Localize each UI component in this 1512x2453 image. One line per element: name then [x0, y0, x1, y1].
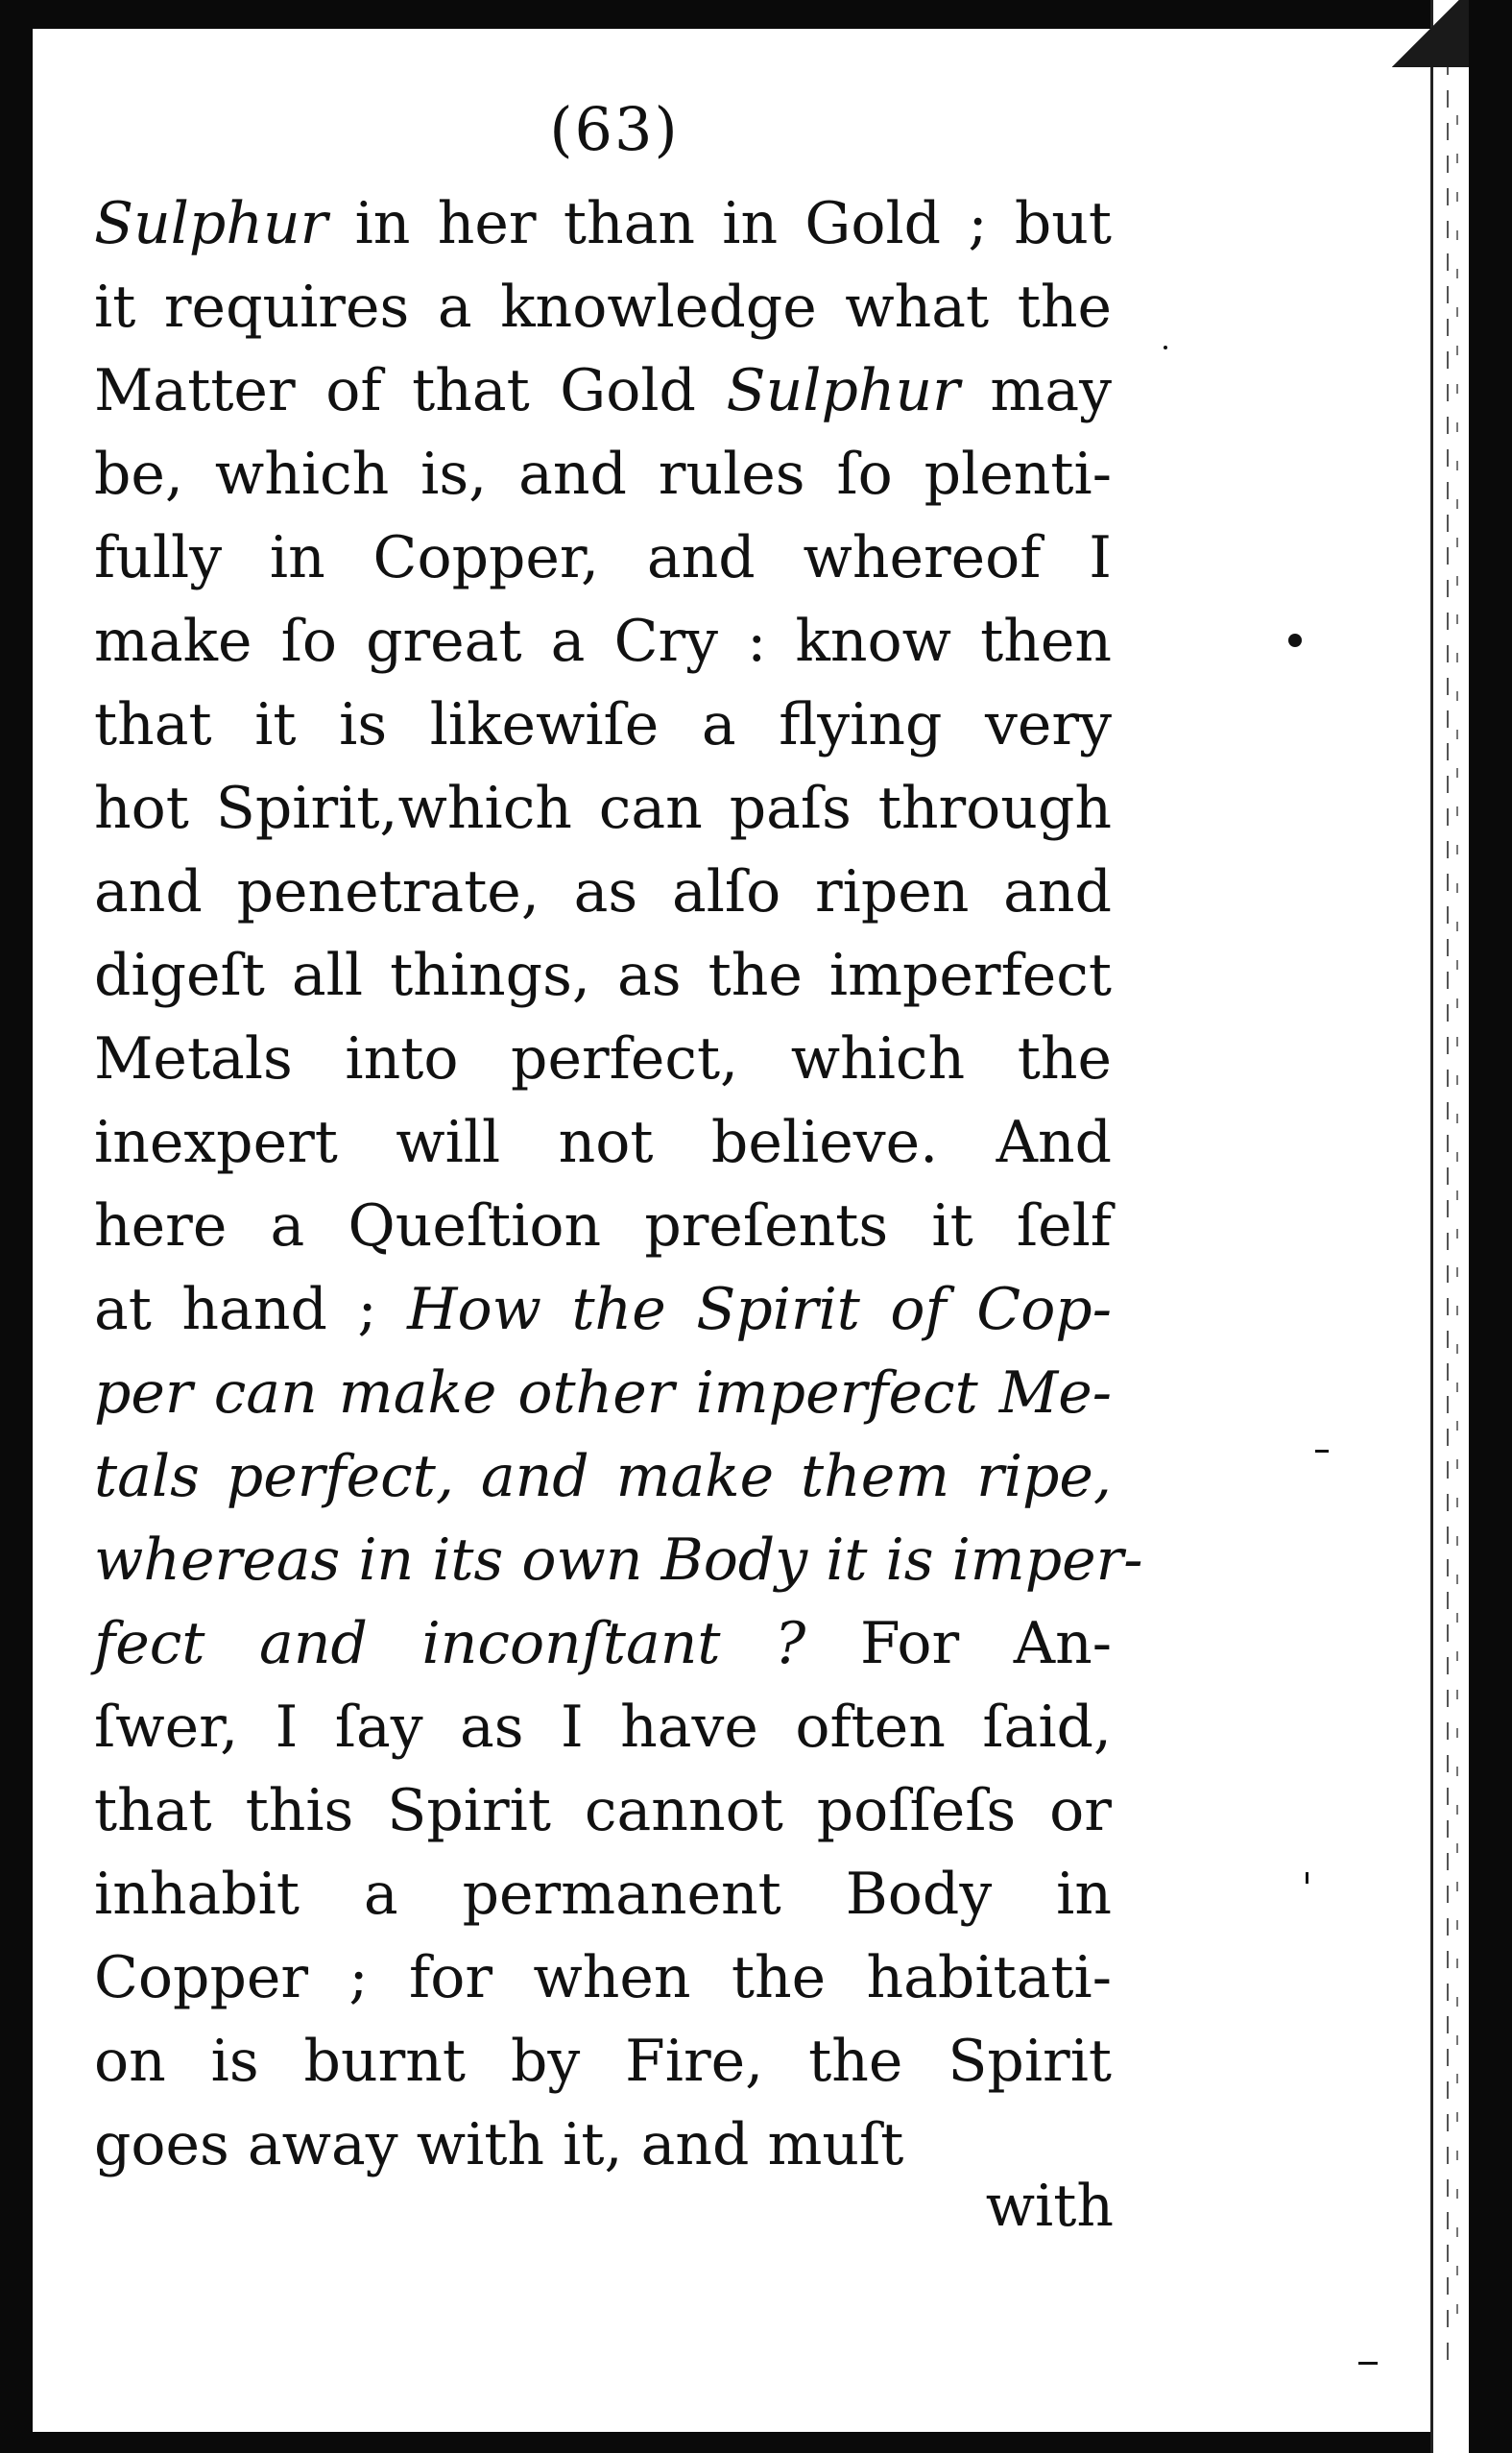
text-line — [94, 1101, 1112, 1185]
italic-text: Sulphur — [94, 190, 328, 257]
text-line — [94, 1936, 1112, 2020]
italic-text: per can make other imperfect Me- — [94, 1359, 1112, 1427]
scan-speck — [1306, 1872, 1308, 1884]
text-run: it requires a knowledge what the — [94, 274, 1112, 341]
text-line — [94, 517, 1112, 600]
italic-text: Sulphur — [726, 357, 960, 424]
italic-text: tals perfect, and make them ripe, — [94, 1443, 1112, 1510]
italic-text: How the Spirit of Cop- — [407, 1276, 1112, 1343]
scan-speck — [1315, 1450, 1329, 1453]
text-run: ſwer, I ſay as I have often ſaid, — [94, 1694, 1112, 1761]
text-line — [94, 349, 1112, 433]
text-run: hot Spirit,which can paſs through — [94, 775, 1112, 842]
text-run: Matter of that Gold — [94, 357, 727, 424]
text-line — [94, 1686, 1112, 1769]
text-line — [94, 1519, 1143, 1602]
text-line — [94, 433, 1112, 517]
text-run: on is burnt by Fire, the Spirit — [94, 2028, 1112, 2095]
text-run: here a Queſtion preſents it ſelf — [94, 1192, 1112, 1260]
scan-speck — [1358, 2362, 1378, 2365]
text-run: make ſo great a Cry : know then — [94, 608, 1112, 675]
scan-speck — [1288, 634, 1302, 647]
text-run: and penetrate, as alſo ripen and — [94, 858, 1112, 926]
page-corner-curl — [1382, 0, 1469, 67]
text-line — [94, 1352, 1112, 1435]
text-line — [94, 767, 1112, 851]
text-run: Metals into perfect, which the — [94, 1025, 1112, 1093]
text-line — [94, 2020, 1112, 2104]
text-line — [94, 1602, 1112, 1686]
text-run: at hand ; — [94, 1276, 408, 1343]
text-run: may — [959, 357, 1112, 424]
text-run: goes away with it, and muſt — [94, 2111, 904, 2178]
book-spine-shadow — [1469, 0, 1512, 2453]
page-edge — [1430, 0, 1472, 2453]
page-number: (63) — [549, 94, 680, 164]
scan-speck — [1164, 346, 1167, 349]
text-line — [94, 266, 1112, 349]
text-line — [94, 1435, 1112, 1519]
text-run: inexpert will not believe. And — [94, 1109, 1112, 1176]
text-line — [94, 1853, 1112, 1936]
text-run: that this Spirit cannot poſſeſs or — [94, 1777, 1112, 1844]
text-run: in her than in Gold ; but — [327, 190, 1112, 257]
text-line — [94, 600, 1112, 684]
text-line — [94, 1268, 1112, 1352]
catchword: with — [985, 2173, 1114, 2240]
text-run: that it is likewiſe a flying very — [94, 691, 1112, 758]
text-line — [94, 1018, 1112, 1101]
text-run: be, which is, and rules ſo plenti- — [94, 441, 1112, 508]
text-run: Copper ; for when the habitati- — [94, 1944, 1112, 2011]
text-line — [94, 1185, 1112, 1268]
body-text — [94, 182, 1143, 2187]
text-line — [94, 684, 1112, 767]
text-run: digeſt all things, as the imperfect — [94, 942, 1112, 1009]
text-line — [94, 1769, 1112, 1853]
text-line — [94, 851, 1112, 934]
text-run: inhabit a permanent Body in — [94, 1861, 1112, 1928]
text-run: fully in Copper, and whereof I — [94, 524, 1112, 591]
text-line — [94, 934, 1112, 1018]
text-run: For An- — [805, 1610, 1112, 1677]
text-line — [94, 182, 1112, 266]
italic-text: whereas in its own Body it is imper- — [94, 1527, 1143, 1594]
italic-text: fect and inconſtant ? — [94, 1610, 806, 1677]
